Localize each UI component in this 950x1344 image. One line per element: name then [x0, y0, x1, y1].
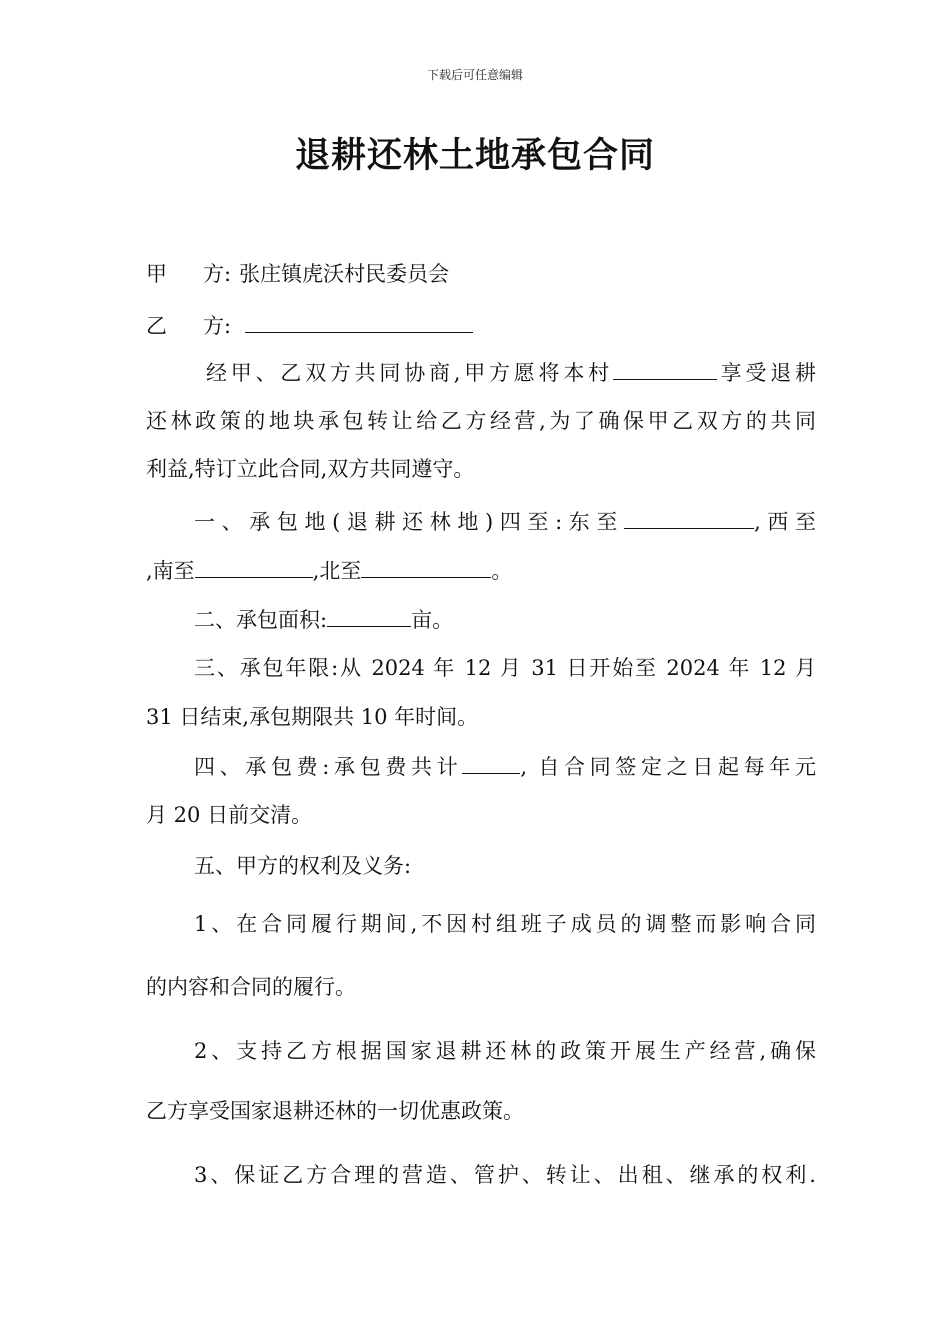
header-note: 下载后可任意编辑 — [426, 68, 523, 82]
clause5-item1-line-1: 1、在合同履行期间,不因村组班子成员的调整而影响合同 — [194, 912, 816, 936]
clause2-text-a: 二、承包面积: — [194, 608, 328, 632]
clause4-text-a: 四、承包费:承包费共计 — [194, 755, 463, 779]
area-blank — [327, 604, 411, 627]
clause3-line-2: 31 日结束,承包期限共 10 年时间。 — [146, 705, 479, 729]
intro-line-3: 利益,特订立此合同,双方共同遵守。 — [146, 457, 475, 481]
intro-line-2: 还林政策的地块承包转让给乙方经营,为了确保甲乙双方的共同 — [146, 409, 816, 433]
clause2-line — [146, 604, 816, 635]
party-a-label-1: 甲 — [146, 262, 167, 286]
party-a-value: 张庄镇虎沃村民委员会 — [239, 262, 450, 286]
clause3-line-1: 三、承包年限:从 2024 年 12 月 31 日开始至 2024 年 12 月 — [194, 656, 816, 680]
clause4-text-b: , 自合同签定之日起每年元 — [520, 755, 816, 779]
north-blank — [361, 555, 491, 578]
party-b-blank — [245, 310, 473, 333]
clause5-heading: 五、甲方的权利及义务: — [194, 854, 412, 878]
intro-text-b: 享受退耕 — [716, 361, 816, 385]
clause5-item2-line-1: 2、支持乙方根据国家退耕还林的政策开展生产经营,确保 — [194, 1039, 816, 1063]
party-b-label-2: 方: — [203, 314, 232, 338]
party-b-line — [146, 310, 816, 341]
clause1-line-2 — [146, 555, 816, 586]
clause4-line-2: 月 20 日前交清。 — [146, 803, 313, 827]
east-blank — [624, 506, 754, 529]
document-title: 退耕还林土地承包合同 — [294, 136, 655, 176]
clause1-text-d: ,北至 — [312, 559, 362, 583]
intro-text-a: 经甲、乙双方共同协商,甲方愿将本村 — [206, 361, 613, 385]
party-b-label-1: 乙 — [146, 314, 167, 338]
village-blank — [613, 357, 717, 380]
party-a-label-2: 方: — [203, 262, 232, 286]
south-blank — [195, 555, 313, 578]
clause5-item1-line-2: 的内容和合同的履行。 — [146, 975, 356, 999]
clause1-text-c: ,南至 — [146, 559, 195, 583]
clause1-line-1 — [146, 506, 816, 537]
clause1-text-b: ,西至 — [754, 510, 816, 534]
clause4-line-1 — [146, 751, 816, 782]
clause1-text-a: 一、承包地(退耕还林地)四至:东至 — [194, 510, 625, 534]
clause1-text-e: 。 — [491, 559, 513, 583]
clause5-item2-line-2: 乙方享受国家退耕还林的一切优惠政策。 — [146, 1099, 524, 1123]
clause2-text-b: 亩。 — [411, 608, 454, 632]
intro-line-1 — [146, 357, 816, 388]
party-a-line — [146, 259, 816, 289]
fee-blank — [462, 751, 520, 774]
clause5-item3-line-1: 3、保证乙方合理的营造、管护、转让、出租、继承的权利. — [194, 1163, 816, 1187]
